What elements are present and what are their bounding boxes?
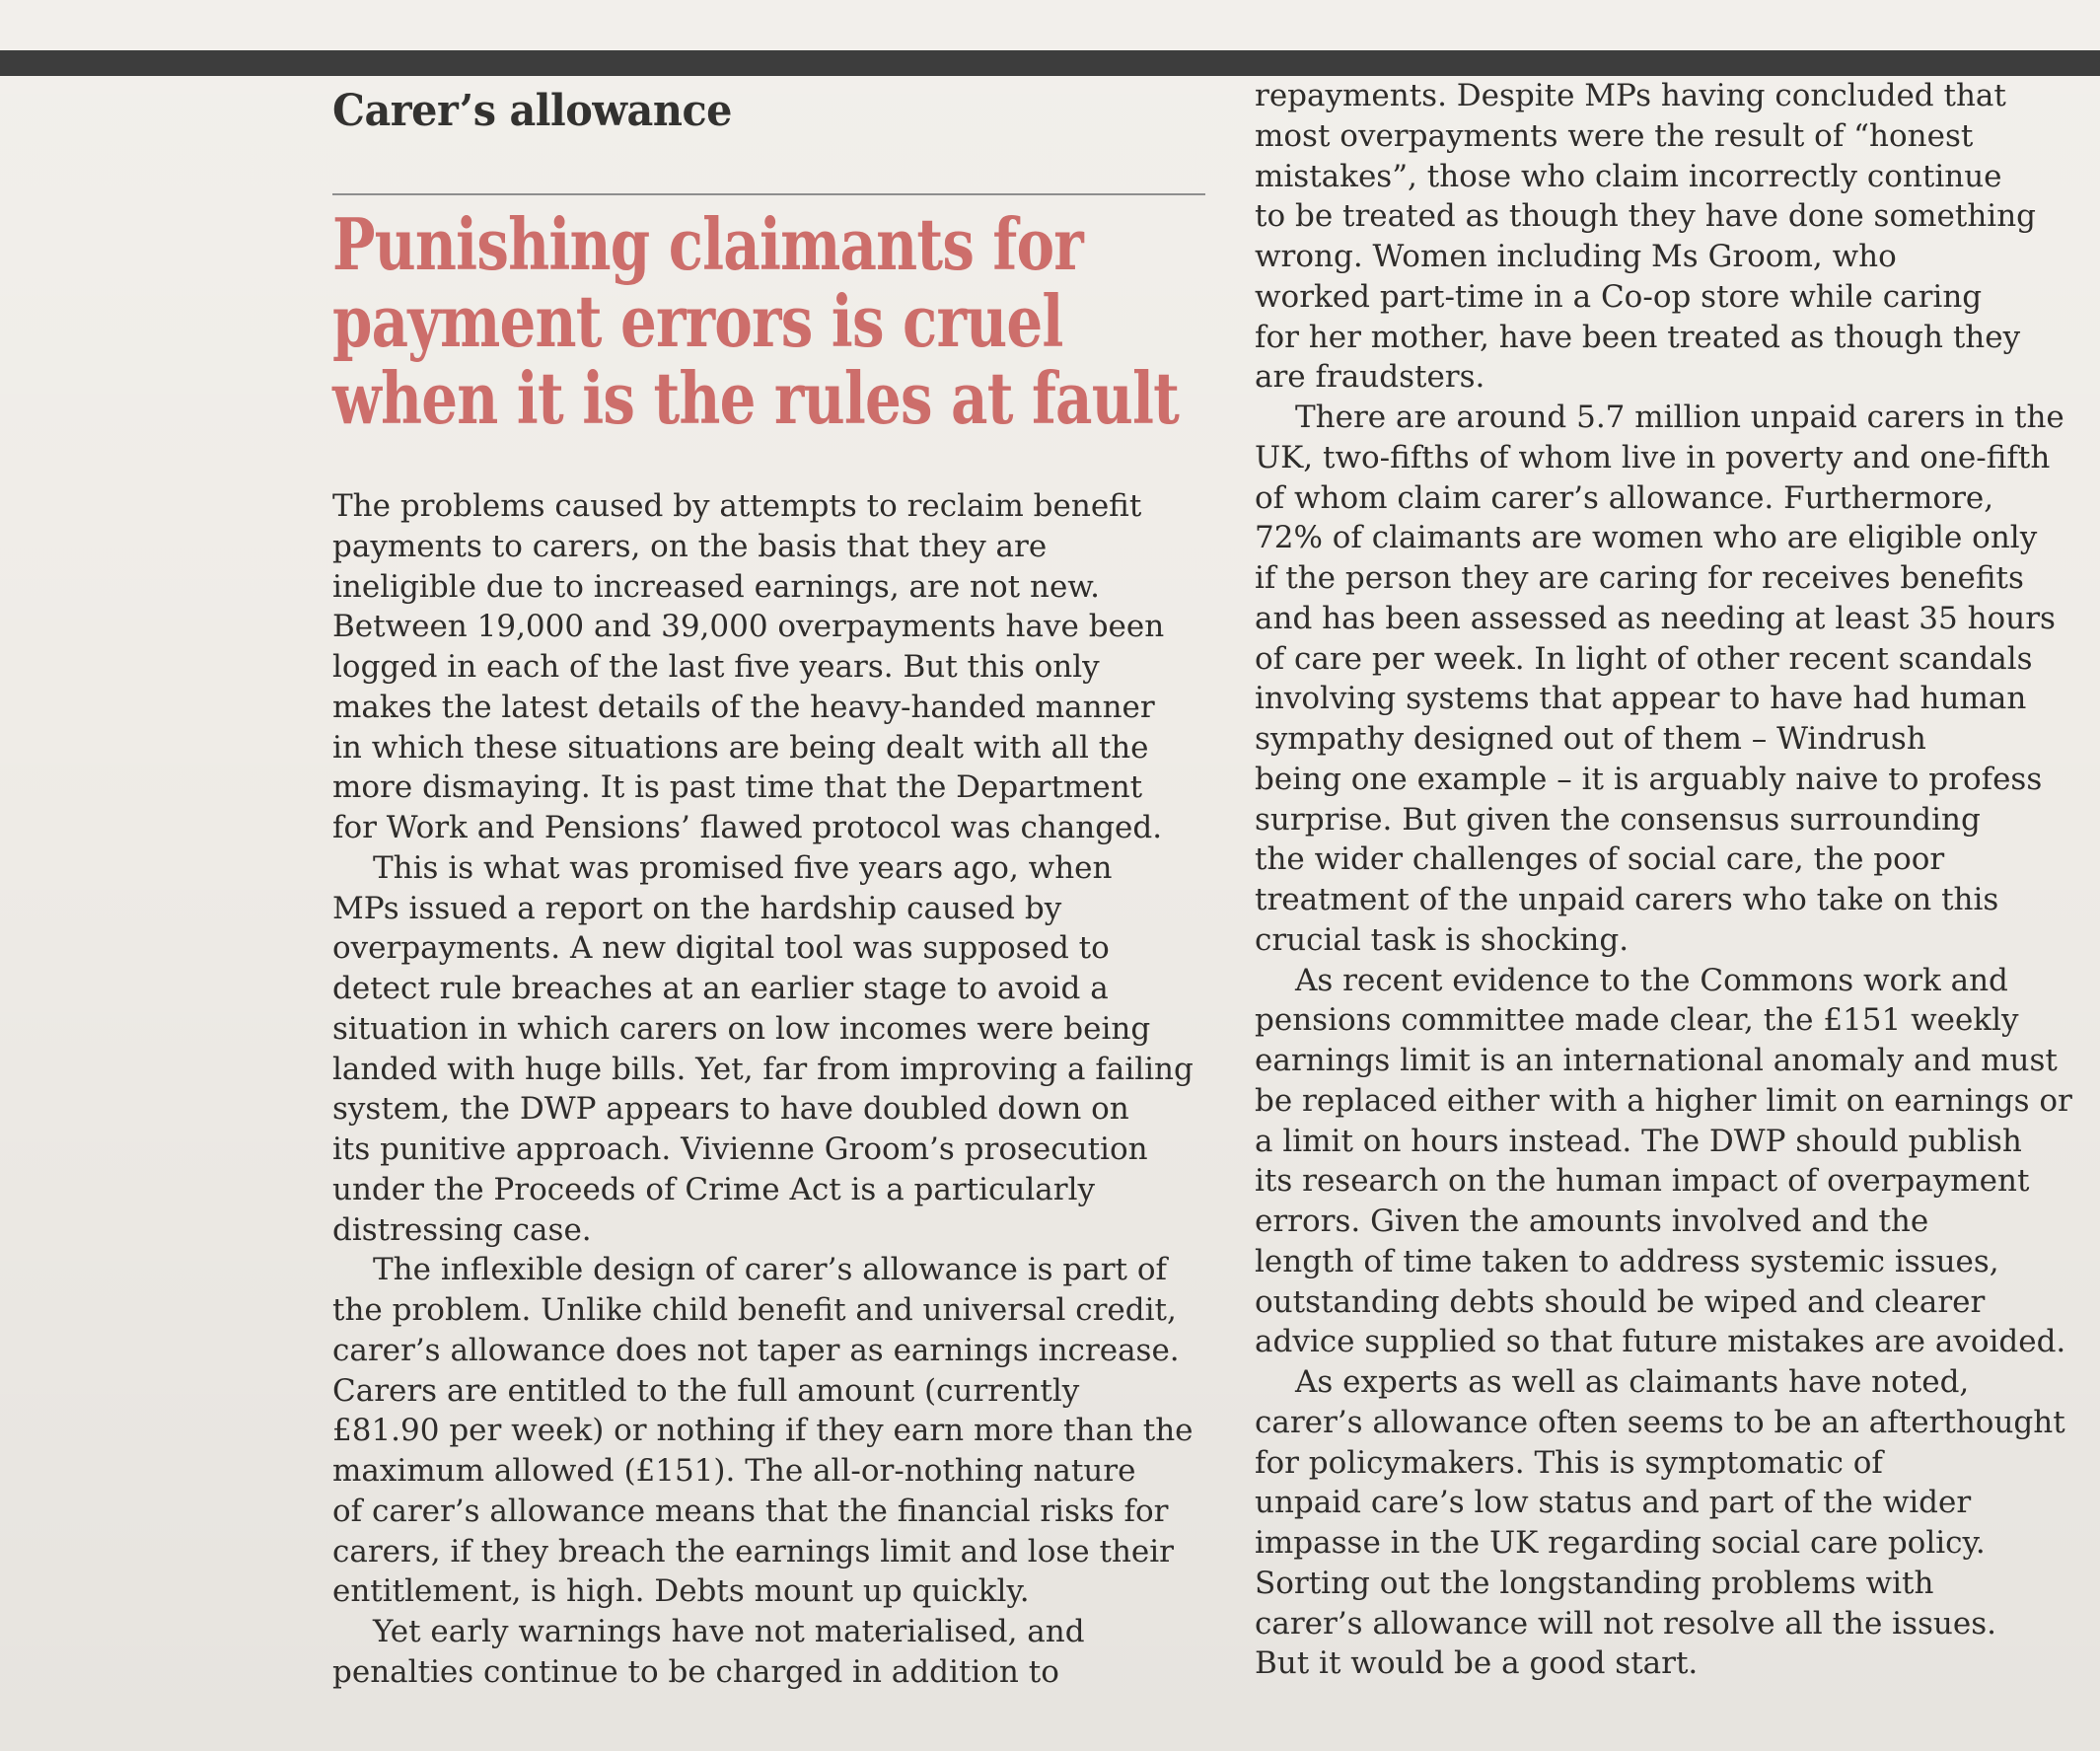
text-line: errors. Given the amounts involved and the [1255,1204,1929,1239]
section-rule-bar [0,50,2100,76]
text-line: carer’s allowance will not resolve all the issues. [1255,1605,1996,1642]
text-line: £81.90 per week) or nothing if they earn more than the [332,1413,1194,1449]
kicker-label: Carer’s allowance [332,86,733,136]
text-line: Yet early warnings have not materialised, and [373,1614,1085,1649]
body-column-1 [332,486,1205,1693]
text-line: logged in each of the last five years. But this only [332,649,1100,685]
text-line: The problems caused by attempts to reclaim benefit [332,488,1142,524]
text-line: the problem. Unlike child benefit and universal credit, [332,1292,1177,1328]
paragraph [332,1250,1205,1612]
text-line: a limit on hours instead. The DWP should publish [1255,1123,2022,1159]
paragraph [332,1612,1205,1693]
text-line: for Work and Pensions’ flawed protocol was changed. [332,810,1163,845]
text-line: wrong. Women including Ms Groom, who [1255,239,1897,274]
text-line: entitlement, is high. Debts mount up quickly. [332,1573,1030,1610]
text-line: Between 19,000 and 39,000 overpayments have been [332,609,1165,645]
text-line: carer’s allowance often seems to be an afterthought [1255,1404,2065,1440]
kicker [332,87,732,136]
paragraph-continued [1255,76,2081,398]
text-line: being one example – it is arguably naive to profess [1255,761,2043,797]
text-line: earnings limit is an international anomaly and must [1255,1043,2058,1078]
text-line: more dismaying. It is past time that the Department [332,769,1143,806]
text-line: and has been assessed as needing at least 35 hours [1255,600,2056,636]
text-line: mistakes”, those who claim incorrectly continue [1255,158,2002,194]
text-line: worked part-time in a Co-op store while caring [1255,278,1983,315]
text-line: UK, two-fifths of whom live in poverty and one-fifth [1255,439,2051,475]
text-line: But it would be a good start. [1255,1645,1699,1682]
headline [332,202,1180,440]
text-line: makes the latest details of the heavy-handed manner [332,689,1155,725]
headline-line: Punishing claimants for [332,202,1083,286]
text-line: of whom claim carer’s allowance. Furthermore, [1255,479,1994,516]
text-line: landed with huge bills. Yet, far from improving a failing [332,1051,1194,1087]
paragraph [1255,961,2081,1363]
paragraph [1255,398,2081,961]
text-line: situation in which carers on low incomes were being [332,1010,1151,1047]
text-line: if the person they are caring for receives benefits [1255,560,2024,596]
text-line: to be treated as though they have done something [1255,198,2037,235]
text-line: crucial task is shocking. [1255,921,1629,958]
text-line: There are around 5.7 million unpaid carers in the [1295,400,2064,435]
kicker-divider [332,193,1205,195]
text-line: The inflexible design of carer’s allowance is part of [373,1252,1168,1288]
text-line: be replaced either with a higher limit on earnings or [1255,1082,2072,1119]
text-line: payments to carers, on the basis that they are [332,528,1048,564]
text-line: Carers are entitled to the full amount (currently [332,1372,1080,1409]
paragraph [332,848,1205,1251]
text-line: system, the DWP appears to have doubled down on [332,1091,1129,1128]
text-line: maximum allowed (£151). The all-or-nothing nature [332,1453,1136,1489]
text-line: 72% of claimants are women who are eligible only [1255,520,2038,556]
text-line: involving systems that appear to have had human [1255,681,2027,717]
text-line: length of time taken to address systemic issues, [1255,1243,1999,1279]
paragraph [1255,1362,2081,1684]
text-line: distressing case. [332,1211,592,1248]
body-column-2 [1255,76,2081,1684]
text-line: carer’s allowance does not taper as earnings increase. [332,1332,1180,1368]
text-line: sympathy designed out of them – Windrush [1255,721,1926,757]
text-line: for her mother, have been treated as though they [1255,319,2021,355]
text-line: most overpayments were the result of “honest [1255,117,1974,154]
text-line: under the Proceeds of Crime Act is a particularly [332,1171,1096,1207]
text-line: for policymakers. This is symptomatic of [1255,1444,1883,1481]
text-line: treatment of the unpaid carers who take on this [1255,882,1999,917]
text-line: impasse in the UK regarding social care policy. [1255,1525,1986,1561]
headline-line: payment errors is cruel [332,279,1063,363]
text-line: of care per week. In light of other recent scandals [1255,640,2033,677]
text-line: outstanding debts should be wiped and clearer [1255,1283,1986,1320]
text-line: repayments. Despite MPs having concluded that [1255,78,2006,113]
text-line: penalties continue to be charged in addition to [332,1653,1059,1690]
text-line: are fraudsters. [1255,359,1485,396]
text-line: As recent evidence to the Commons work and [1295,962,2008,998]
text-line: MPs issued a report on the hardship caused by [332,890,1062,926]
text-line: unpaid care’s low status and part of the wider [1255,1485,1972,1521]
text-line: of carer’s allowance means that the financial risks for [332,1493,1169,1529]
text-line: Sorting out the longstanding problems with [1255,1565,1934,1601]
text-line: carers, if they breach the earnings limit and lose their [332,1533,1174,1569]
text-line: its research on the human impact of overpayment [1255,1163,2030,1200]
text-line: pensions committee made clear, the £151 weekly [1255,1002,2019,1039]
text-line: the wider challenges of social care, the poor [1255,841,1945,878]
text-line: As experts as well as claimants have noted, [1295,1364,1970,1400]
text-line: ineligible due to increased earnings, are not new. [332,568,1101,605]
text-line: advice supplied so that future mistakes are avoided. [1255,1324,2066,1360]
text-line: This is what was promised five years ago, when [373,849,1113,886]
text-line: detect rule breaches at an earlier stage to avoid a [332,971,1109,1006]
text-line: in which these situations are being dealt with all the [332,729,1149,766]
text-line: its punitive approach. Vivienne Groom’s prosecution [332,1131,1148,1167]
text-line: surprise. But given the consensus surrounding [1255,801,1981,838]
text-line: overpayments. A new digital tool was supposed to [332,930,1110,967]
paragraph [332,486,1205,848]
headline-line: when it is the rules at fault [332,356,1180,440]
